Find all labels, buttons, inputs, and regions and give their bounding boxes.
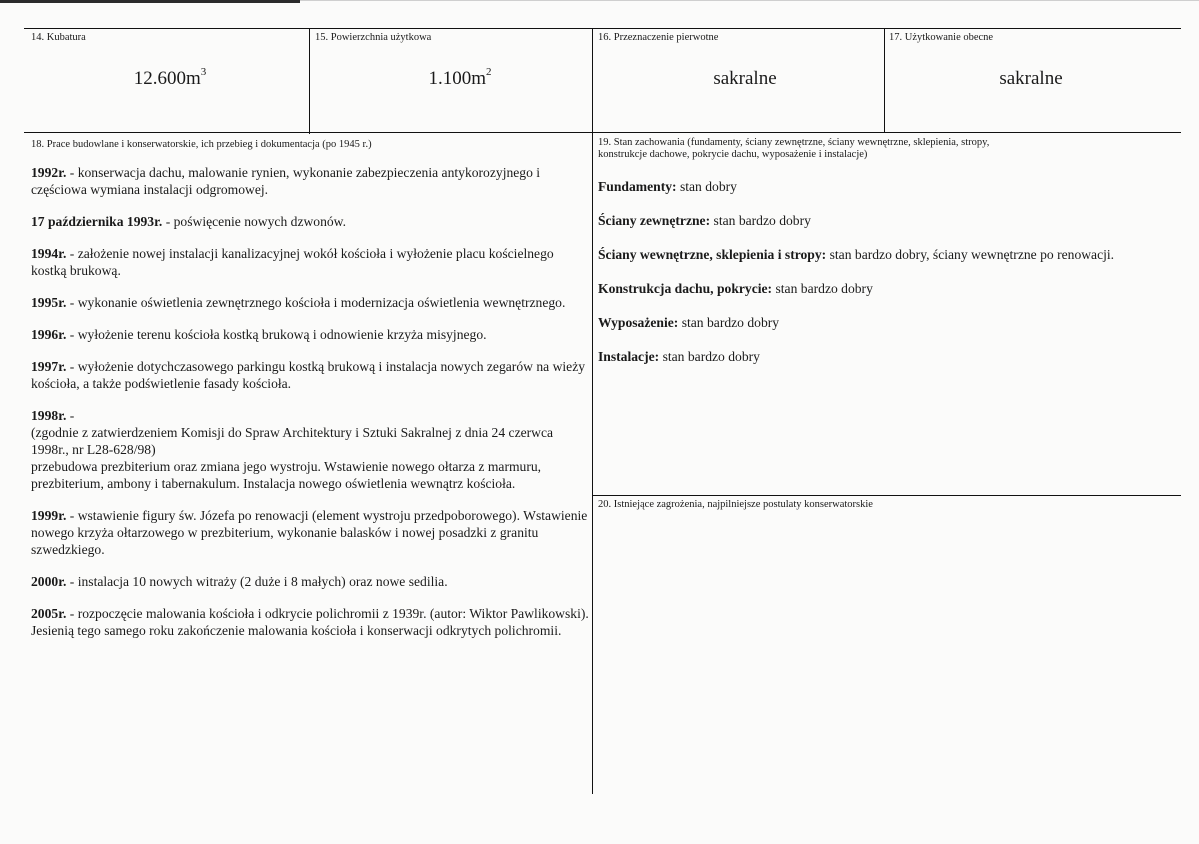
rule-mid: [24, 132, 1181, 133]
entry-1993: 17 października 1993r. - poświęcenie nowych dzwonów.: [31, 214, 347, 229]
cell-15-value: [400, 68, 520, 90]
condition-foundations: Fundamenty: stan dobry: [598, 179, 737, 194]
condition-roof: Konstrukcja dachu, pokrycie: stan bardzo dobry: [598, 281, 873, 296]
entry-1998: 1998r. - (zgodnie z zatwierdzeniem Komisji do Spraw Architektury i Sztuki Sakralnej z dnia 24 czerwca 1998r., nr L28-628/98) przebudowa prezbiterium oraz zmiana jego wystroju. Wstawienie nowego ołtarza z marmuru, prezbiterium, ambony i tabernakulum. Instalacja nowego oświetlenia wewnątrz kościoła.: [31, 408, 554, 491]
rule-top: [24, 28, 1181, 29]
entry-1998-approval: (zgodnie z zatwierdzeniem Komisji do Spraw Architektury i Sztuki Sakralnej z dnia 24 czerwca 1998r., nr L28-628/98): [31, 425, 554, 457]
cell-14-value: [110, 68, 230, 90]
condition-furnishings: Wyposażenie: stan bardzo dobry: [598, 315, 780, 330]
volume-value: 12.600m: [133, 68, 201, 89]
condition-interior-walls: Ściany wewnętrzne, sklepienia i stropy: stan bardzo dobry, ściany wewnętrzne po renowacji.: [598, 247, 1115, 262]
section-19-label: 19. Stan zachowania (fundamenty, ściany zewnętrzne, ściany wewnętrzne, sklepienia, stropy, konstrukcje dachowe, pokrycie dachu, wyposażenie i instalacje): [598, 137, 990, 160]
rule-v2: [592, 28, 593, 794]
entry-1992: 1992r. - konserwacja dachu, malowanie rynien, wykonanie zabezpieczenia antykorozyjnego i częściowa wymiana instalacji odgromowej.: [31, 165, 541, 197]
entry-2005: 2005r. - rozpoczęcie malowania kościoła i odkrycie polichromii z 1939r. (autor: Wiktor Pawlikowski). Jesienią tego samego roku zakończenie malowania kościoła i konserwacji odkrytych polichromii.: [31, 606, 589, 638]
entry-1998-works: przebudowa prezbiterium oraz zmiana jego wystroju. Wstawienie nowego ołtarza z marmuru, prezbiterium, ambony i tabernakulum. Instalacja nowego oświetlenia wewnątrz kościoła.: [31, 459, 542, 491]
rule-v1: [309, 28, 310, 134]
area-value: 1.100m: [428, 68, 487, 89]
entry-1995: 1995r. - wykonanie oświetlenia zewnętrznego kościoła i modernizacja oświetlenia wewnętrznego.: [31, 295, 566, 310]
rule-s20: [592, 495, 1181, 496]
section-19-body: [598, 178, 1178, 382]
cell-15-label: 15. Powierzchnia użytkowa: [315, 32, 432, 43]
condition-installations: Instalacje: stan bardzo dobry: [598, 349, 760, 364]
entry-1999: 1999r. - wstawienie figury św. Józefa po renowacji (element wystroju przedpoborowego). Wstawienie nowego krzyża ołtarzowego w prezbiterium, wykonanie balasków i nowej posadzki z granitu szwedzkiego.: [31, 508, 588, 557]
cell-17-value: sakralne: [999, 68, 1063, 89]
cell-17-label: 17. Użytkowanie obecne: [889, 32, 994, 43]
entry-2000: 2000r. - instalacja 10 nowych witraży (2 duże i 8 małych) oraz nowe sedilia.: [31, 574, 448, 589]
area-unit-exp: 2: [486, 66, 492, 78]
volume-unit-exp: 3: [200, 66, 207, 78]
condition-exterior-walls: Ściany zewnętrzne: stan bardzo dobry: [598, 213, 811, 228]
cell-16-value: sakralne: [713, 68, 777, 89]
entry-1994: 1994r. - założenie nowej instalacji kanalizacyjnej wokół kościoła i wyłożenie placu kościelnego kostką brukową.: [31, 246, 554, 278]
rule-v3: [884, 28, 885, 132]
entry-1996: 1996r. - wyłożenie terenu kościoła kostką brukową i odnowienie krzyża misyjnego.: [31, 327, 487, 342]
scan-edge-light: [300, 0, 1199, 1]
section-18-label: 18. Prace budowlane i konserwatorskie, ich przebieg i dokumentacja (po 1945 r.): [31, 139, 372, 150]
section-20-label: 20. Istniejące zagrożenia, najpilniejsze postulaty konserwatorskie: [598, 499, 873, 510]
section-18-body: [31, 164, 591, 654]
scan-edge: [0, 0, 300, 3]
cell-16-label: 16. Przeznaczenie pierwotne: [598, 32, 719, 43]
entry-1997: 1997r. - wyłożenie dotychczasowego parkingu kostką brukową i instalacja nowych zegarów na wieży kościoła, a także podświetlenie fasady kościoła.: [31, 359, 586, 391]
cell-14-label: 14. Kubatura: [31, 32, 86, 43]
